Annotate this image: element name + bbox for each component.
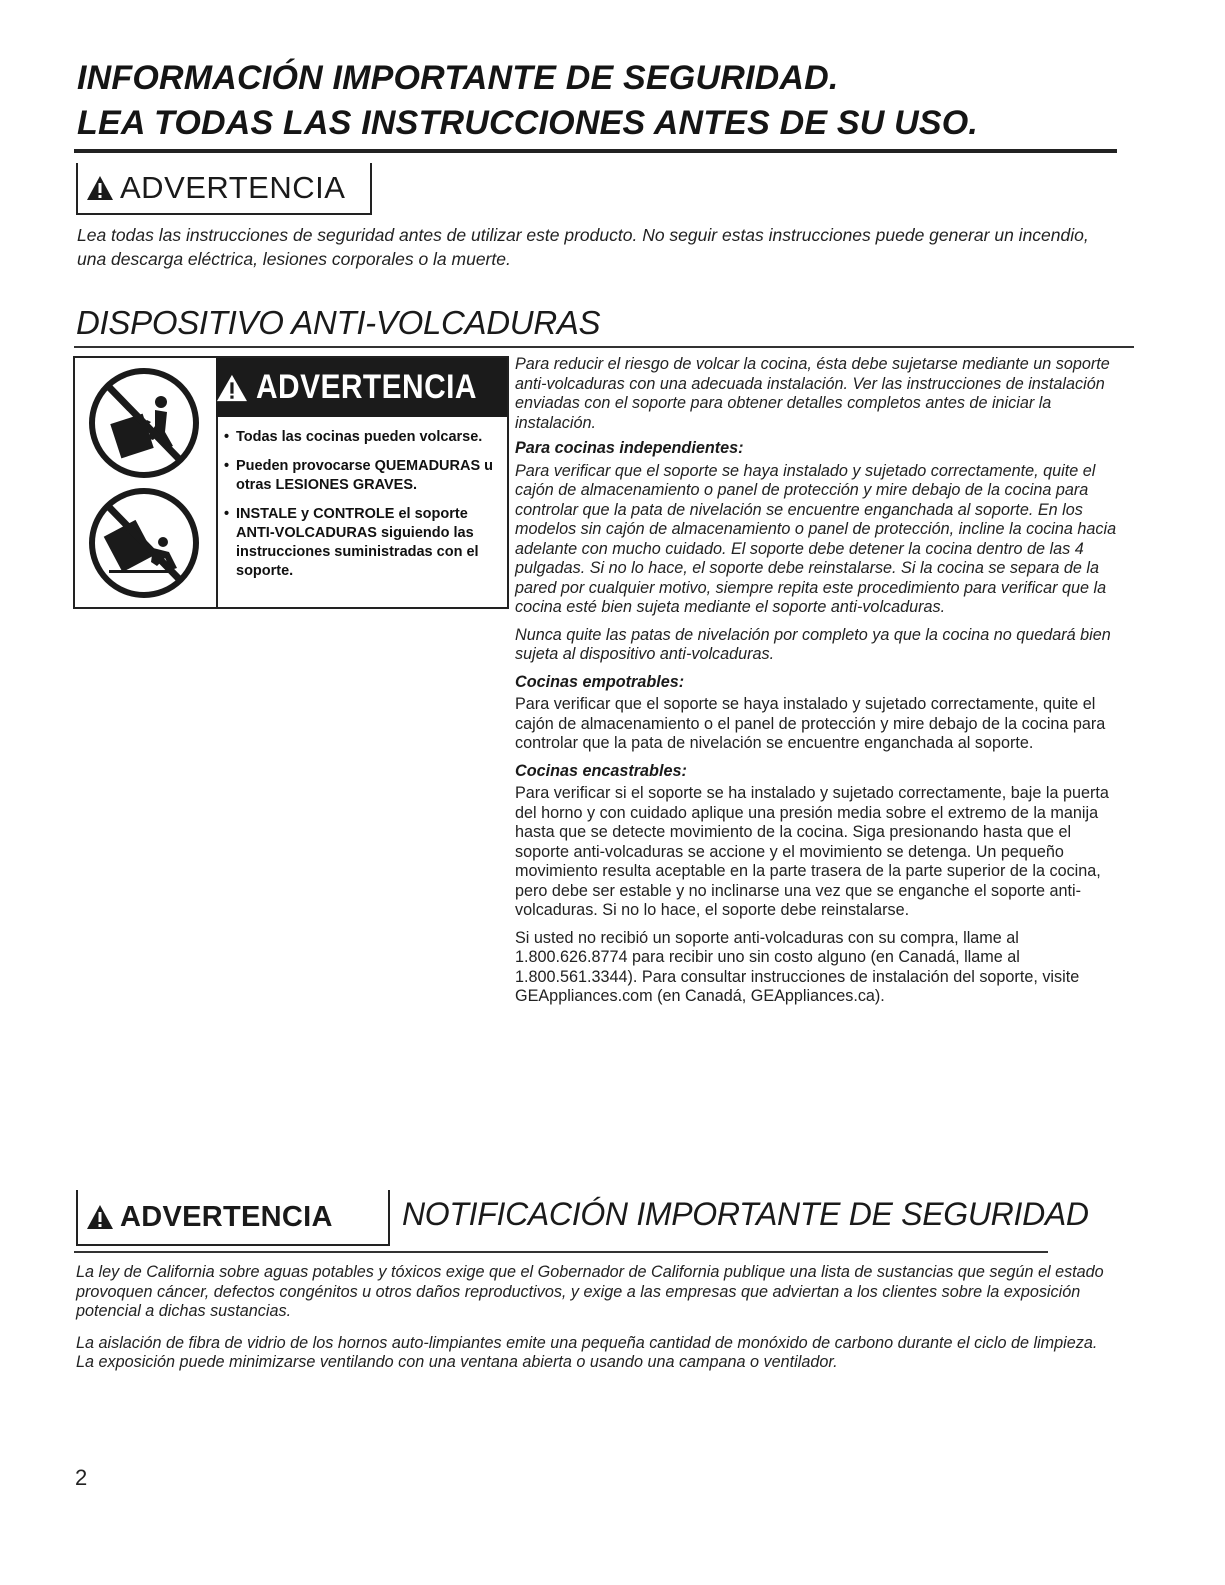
notice-paragraph: La ley de California sobre aguas potables y tóxicos exige que el Gobernador de California publique una lista de sustancias que según el estado provoquen cáncer, defectos congénitos u otros daños reproductivos, y exige a las empresas que adviertan a los clientes sobre la exposición potencial a dichas sustancias. <box>76 1263 1104 1320</box>
label-bullet-list <box>224 428 496 591</box>
free-standing-text: Para verificar que el soporte se haya instalado y sujetado correctamente, quite el cajón de almacenamiento o panel de protección y mire debajo de la cocina para controlar que la pata de nivelación se encuentre enganchada al soporte. En los modelos sin cajón de almacenamiento o panel de protección, incline la cocina hacia adelante con mucho cuidado. El soporte debe detener la cocina dentro de las 4 pulgadas. Si no lo hace, el soporte debe reinstalarse. Si la cocina se separa de la pared por cualquier motivo, siempre repita este procedimiento para verificar que la cocina esté bien sujeta mediante el soporte anti-volcaduras. <box>515 461 1117 616</box>
warning-box-top <box>76 163 372 215</box>
bracket-contact-text: Si usted no recibió un soporte anti-volcaduras con su compra, llame al 1.800.626.8774 para recibir uno sin costo alguno (en Canadá, llame al 1.800.561.3344). Para consultar instrucciones de instalación del soporte, visite GEAppliances.com (en Canadá, GEAppliances.ca). <box>515 928 1080 1005</box>
notice-body <box>76 1263 1116 1385</box>
free-standing-heading: Para cocinas independientes: <box>515 439 744 457</box>
title-line-1: INFORMACIÓN IMPORTANTE DE SEGURIDAD. <box>77 59 839 97</box>
no-climbing-on-door-icon <box>81 366 207 480</box>
anti-tip-instructions <box>515 355 1120 1015</box>
page-number: 2 <box>75 1465 88 1490</box>
warning-triangle-icon <box>216 373 248 403</box>
title-rule <box>74 149 1117 153</box>
anti-tip-warning-label <box>73 356 509 609</box>
built-in-heading: Cocinas empotrables: <box>515 672 685 691</box>
label-bullet: • INSTALE y CONTROLE el soporte ANTI-VOLCADURAS siguiendo las instrucciones suministradas con el soporte. <box>224 505 496 581</box>
slide-in-text: Para verificar si el soporte se ha instalado y sujetado correctamente, baje la puerta del horno y con cuidado aplique una presión media sobre el extremo de la manija hasta que se detecte movimiento de la cocina. Siga presionando hasta que el soporte anti-volcaduras se accione y el movimiento se detenga. Un pequeño movimiento resulta aceptable en la parte trasera de la parte superior de la cocina, pero debe ser estable y no inclinarse una vez que se enganche el soporte anti-volcaduras. Si no lo hace, el soporte debe reinstalarse. <box>515 784 1109 919</box>
anti-tip-intro: Para reducir el riesgo de volcar la cocina, ésta debe sujetarse mediante un soporte anti-volcaduras con una adecuada instalación. Ver las instrucciones de instalación enviadas con el soporte para obtener detalles completos antes de iniciar la instalación. <box>515 355 1110 432</box>
warning-label: ADVERTENCIA <box>120 170 346 205</box>
label-banner-text: ADVERTENCIA <box>255 368 477 406</box>
anti-tip-heading: DISPOSITIVO ANTI-VOLCADURAS <box>76 304 601 341</box>
label-banner <box>216 358 507 417</box>
warning-box-notice <box>76 1190 390 1246</box>
notice-title: NOTIFICACIÓN IMPORTANTE DE SEGURIDAD <box>402 1196 1089 1232</box>
notice-paragraph: La aislación de fibra de vidrio de los hornos auto-limpiantes emite una pequeña cantidad de monóxido de carbono durante el ciclo de limpieza. La exposición puede minimizarse ventilando con una ventana abierta o usando una campana o ventilador. <box>76 1333 1098 1371</box>
free-standing-note: Nunca quite las patas de nivelación por completo ya que la cocina no quedará bien sujeta al dispositivo anti-volcaduras. <box>515 625 1111 663</box>
no-tipping-range-icon <box>81 486 207 600</box>
anti-tip-rule <box>74 346 1134 348</box>
title-line-2: LEA TODAS LAS INSTRUCCIONES ANTES DE SU USO. <box>77 104 979 142</box>
built-in-text: Para verificar que el soporte se haya instalado y sujetado correctamente, quite el cajón de almacenamiento o el panel de protección y mire debajo de la cocina para controlar que la pata de nivelación se encuentre enganchada al soporte. <box>515 695 1106 752</box>
warning-intro-text: Lea todas las instrucciones de seguridad antes de utilizar este producto. No seguir estas instrucciones puede generar un incendio, una descarga eléctrica, lesiones corporales o la muerte. <box>77 225 1089 269</box>
notice-rule <box>74 1251 1048 1253</box>
slide-in-heading: Cocinas encastrables: <box>515 761 687 780</box>
warning-triangle-icon <box>86 1204 114 1230</box>
page-title <box>77 56 978 146</box>
label-bullet: • Todas las cocinas pueden volcarse. <box>224 428 496 447</box>
label-icon-column <box>75 358 218 607</box>
notice-warning-label: ADVERTENCIA <box>120 1200 333 1233</box>
label-bullet: • Pueden provocarse QUEMADURAS u otras LESIONES GRAVES. <box>224 457 496 495</box>
warning-triangle-icon <box>86 175 114 201</box>
